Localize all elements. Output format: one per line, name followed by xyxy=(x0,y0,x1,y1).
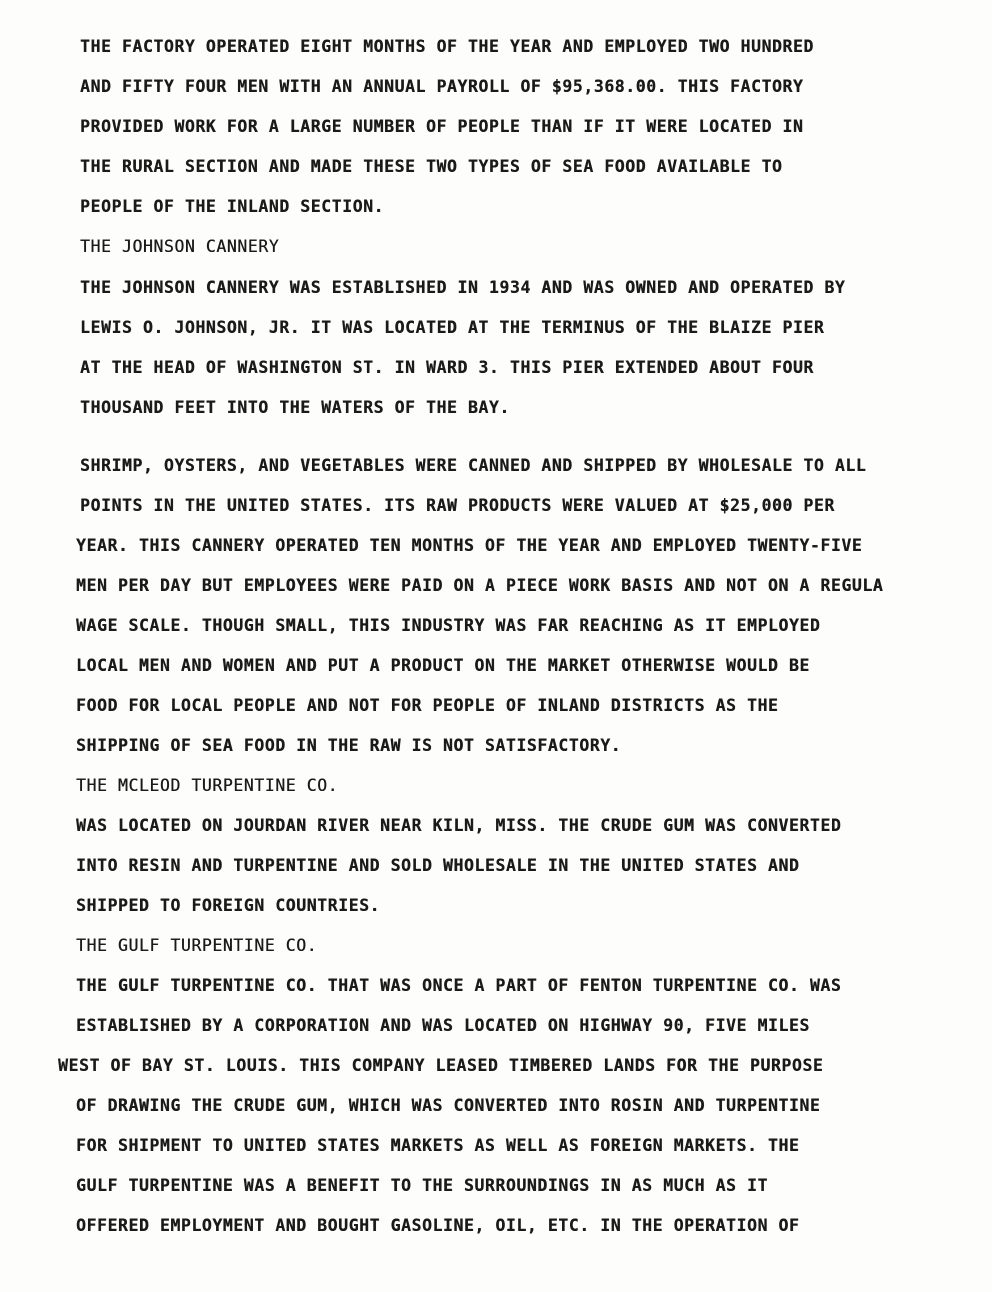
text-line: INTO RESIN AND TURPENTINE AND SOLD WHOLESALE IN THE UNITED STATES AND xyxy=(76,856,800,875)
section-heading-johnson-cannery: THE JOHNSON CANNERY xyxy=(80,237,280,256)
text-line: THE JOHNSON CANNERY WAS ESTABLISHED IN 1934 AND WAS OWNED AND OPERATED BY xyxy=(80,278,846,297)
text-line: THE RURAL SECTION AND MADE THESE TWO TYPES OF SEA FOOD AVAILABLE TO xyxy=(80,157,783,176)
text-line: THE GULF TURPENTINE CO. THAT WAS ONCE A PART OF FENTON TURPENTINE CO. WAS xyxy=(76,976,842,995)
text-line: PROVIDED WORK FOR A LARGE NUMBER OF PEOPLE THAN IF IT WERE LOCATED IN xyxy=(80,117,804,136)
text-line: YEAR. THIS CANNERY OPERATED TEN MONTHS OF THE YEAR AND EMPLOYED TWENTY-FIVE xyxy=(76,536,863,555)
text-line: ESTABLISHED BY A CORPORATION AND WAS LOCATED ON HIGHWAY 90, FIVE MILES xyxy=(76,1016,810,1035)
text-line: SHIPPED TO FOREIGN COUNTRIES. xyxy=(76,896,381,915)
section-heading-gulf-turpentine: THE GULF TURPENTINE CO. xyxy=(76,936,318,955)
text-line: AT THE HEAD OF WASHINGTON ST. IN WARD 3. THIS PIER EXTENDED ABOUT FOUR xyxy=(80,358,814,377)
text-line: POINTS IN THE UNITED STATES. ITS RAW PRODUCTS WERE VALUED AT $25,000 PER xyxy=(80,496,835,515)
text-line: FOOD FOR LOCAL PEOPLE AND NOT FOR PEOPLE OF INLAND DISTRICTS AS THE xyxy=(76,696,779,715)
text-line: OF DRAWING THE CRUDE GUM, WHICH WAS CONVERTED INTO ROSIN AND TURPENTINE xyxy=(76,1096,821,1115)
text-line: AND FIFTY FOUR MEN WITH AN ANNUAL PAYROLL OF $95,368.00. THIS FACTORY xyxy=(80,77,804,96)
text-line: PEOPLE OF THE INLAND SECTION. xyxy=(80,197,385,216)
text-line: WAS LOCATED ON JOURDAN RIVER NEAR KILN, MISS. THE CRUDE GUM WAS CONVERTED xyxy=(76,816,842,835)
text-line: FOR SHIPMENT TO UNITED STATES MARKETS AS WELL AS FOREIGN MARKETS. THE xyxy=(76,1136,800,1155)
text-line: LOCAL MEN AND WOMEN AND PUT A PRODUCT ON THE MARKET OTHERWISE WOULD BE xyxy=(76,656,810,675)
text-line: SHIPPING OF SEA FOOD IN THE RAW IS NOT SATISFACTORY. xyxy=(76,736,622,755)
text-line: MEN PER DAY BUT EMPLOYEES WERE PAID ON A PIECE WORK BASIS AND NOT ON A REGULA xyxy=(76,576,884,595)
text-line: WEST OF BAY ST. LOUIS. THIS COMPANY LEASED TIMBERED LANDS FOR THE PURPOSE xyxy=(58,1056,824,1075)
text-line: OFFERED EMPLOYMENT AND BOUGHT GASOLINE, OIL, ETC. IN THE OPERATION OF xyxy=(76,1216,800,1235)
text-line: GULF TURPENTINE WAS A BENEFIT TO THE SURROUNDINGS IN AS MUCH AS IT xyxy=(76,1176,768,1195)
text-line: LEWIS O. JOHNSON, JR. IT WAS LOCATED AT THE TERMINUS OF THE BLAIZE PIER xyxy=(80,318,825,337)
text-line: WAGE SCALE. THOUGH SMALL, THIS INDUSTRY WAS FAR REACHING AS IT EMPLOYED xyxy=(76,616,821,635)
section-heading-mcleod-turpentine: THE MCLEOD TURPENTINE CO. xyxy=(76,776,339,795)
text-line: THE FACTORY OPERATED EIGHT MONTHS OF THE YEAR AND EMPLOYED TWO HUNDRED xyxy=(80,37,814,56)
text-line: THOUSAND FEET INTO THE WATERS OF THE BAY. xyxy=(80,398,510,417)
text-line: SHRIMP, OYSTERS, AND VEGETABLES WERE CANNED AND SHIPPED BY WHOLESALE TO ALL xyxy=(80,456,867,475)
